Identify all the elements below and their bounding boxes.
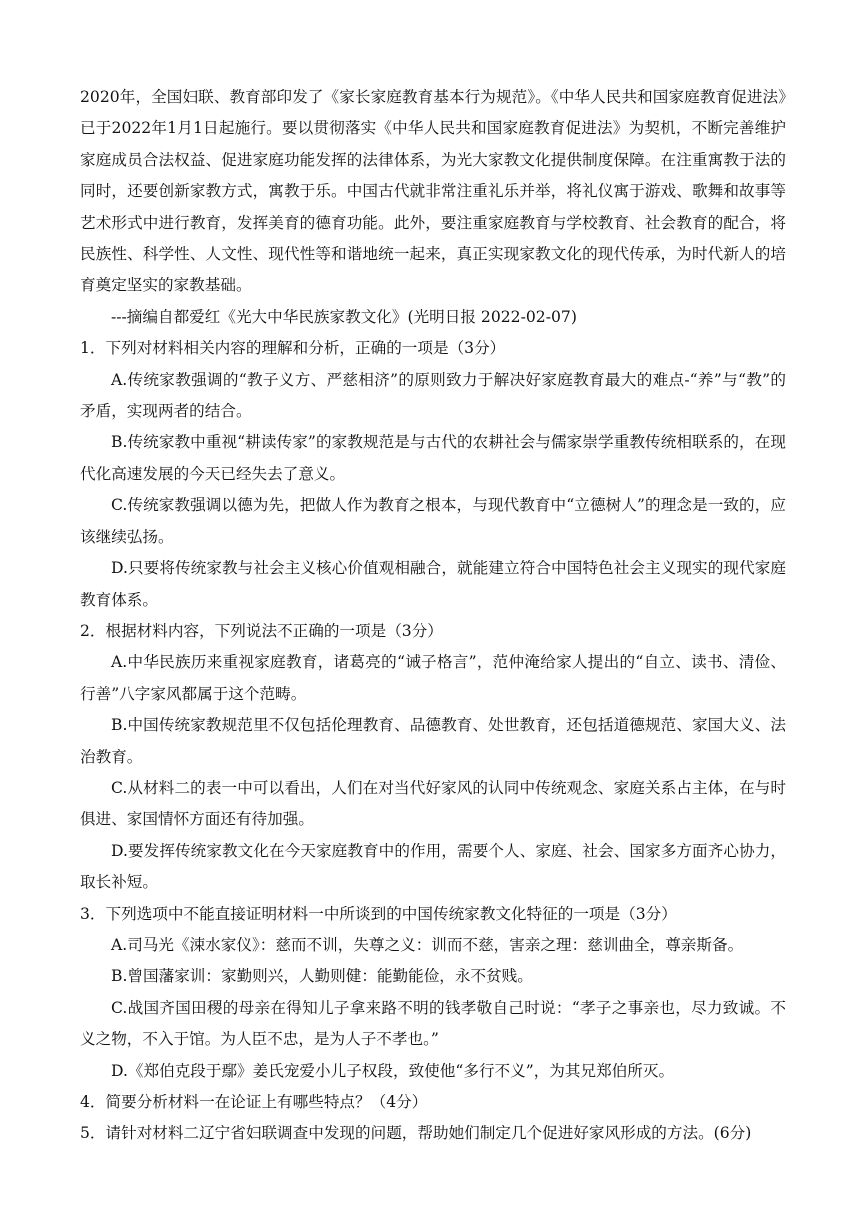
option-c: C.传统家教强调以德为先，把做人作为教育之根本，与现代教育中“立德树人”的理念是一致的，应该继续弘扬。 — [80, 496, 786, 546]
question-stem: 2．根据材料内容，下列说法不正确的一项是（3分） — [80, 621, 443, 640]
option-b: B.传统家教中重视“耕读传家”的家教规范是与古代的农耕社会与儒家崇学重教传统相联系的，在现代化高速发展的今天已经失去了意义。 — [80, 433, 786, 483]
question-1 — [80, 333, 786, 616]
option-d: D.《郑伯克段于鄢》姜氏宠爱小儿子权段，致使他“多行不义”，为其兄郑伯所灭。 — [111, 1061, 675, 1080]
option-a: A.中华民族历来重视家庭教育，诸葛亮的“诫子格言”，范仲淹给家人提出的“自立、读书、清俭、行善”八字家风都属于这个范畴。 — [80, 653, 786, 703]
question-5 — [80, 1118, 786, 1149]
question-stem: 4．简要分析材料一在论证上有哪些特点？（4分） — [80, 1093, 428, 1111]
option-d: D.要发挥传统家教文化在今天家庭教育中的作用，需要个人、家庭、社会、国家多方面齐心协力，取长补短。 — [80, 841, 786, 892]
option-d: D.只要将传统家教与社会主义核心价值观相融合，就能建立符合中国特色社会主义现实的现代家庭教育体系。 — [80, 559, 786, 609]
question-stem: 3．下列选项中不能直接证明材料一中所谈到的中国传统家教文化特征的一项是（3分） — [80, 904, 677, 923]
option-c: C.战国齐国田稷的母亲在得知儿子拿来路不明的钱孝敬自己时说：“孝子之事亲也，尽力致诚。不义之物，不入于馆。为人臣不忠，是为人子不孝也。” — [80, 998, 786, 1049]
option-a: A.司马光《涑水家仪》：慈而不训，失尊之义：训而不慈，害亲之理：慈训曲全，尊亲斯备。 — [111, 935, 744, 954]
question-2 — [80, 616, 786, 899]
passage-paragraph: 2020年，全国妇联、教育部印发了《家长家庭教育基本行为规范》。《中华人民共和国家庭教育促进法》已于2022年1月1日起施行。要以贯彻落实《中华人民共和国家庭教育促进法》为契机，不断完善维护家庭成员合法权益、促进家庭功能发挥的法律体系，为光大家教文化提供制度保障。在注重寓教于法的同时，还要创新家教方式，寓教于乐。中国古代就非常注重礼乐并举，将礼仪寓于游戏、歌舞和故事等艺术形式中进行教育，发挥美育的德育功能。此外，要注重家庭教育与学校教育、社会教育的配合，将民族性、科学性、人文性、现代性等和谐地统一起来，真正实现家教文化的现代传承，为时代新人的培育奠定坚实的家教基础。 — [80, 88, 786, 295]
document-page — [80, 82, 786, 1150]
question-3 — [80, 899, 786, 1087]
option-c: C.从材料二的表一中可以看出，人们在对当代好家风的认同中传统观念、家庭关系占主体，在与时俱进、家国情怀方面还有待加强。 — [80, 778, 786, 829]
option-b: B.中国传统家教规范里不仅包括伦理教育、品德教育、处世教育，还包括道德规范、家国大义、法治教育。 — [80, 716, 786, 766]
question-stem: 1．下列对材料相关内容的理解和分析，正确的一项是（3分） — [80, 339, 506, 358]
passage-source: ---摘编自都爱红《光大中华民族家教文化》(光明日报 2022-02-07) — [111, 307, 577, 326]
option-a: A.传统家教强调的“教子义方、严慈相济”的原则致力于解决好家庭教育最大的难点-“养”与“教”的矛盾，实现两者的结合。 — [80, 370, 786, 421]
option-b: B.曾国藩家训：家勤则兴，人勤则健：能勤能俭，永不贫贱。 — [111, 967, 533, 986]
question-stem: 5．请针对材料二辽宁省妇联调查中发现的问题，帮助她们制定几个促进好家风形成的方法。(6分) — [80, 1124, 752, 1143]
question-4 — [80, 1087, 786, 1118]
